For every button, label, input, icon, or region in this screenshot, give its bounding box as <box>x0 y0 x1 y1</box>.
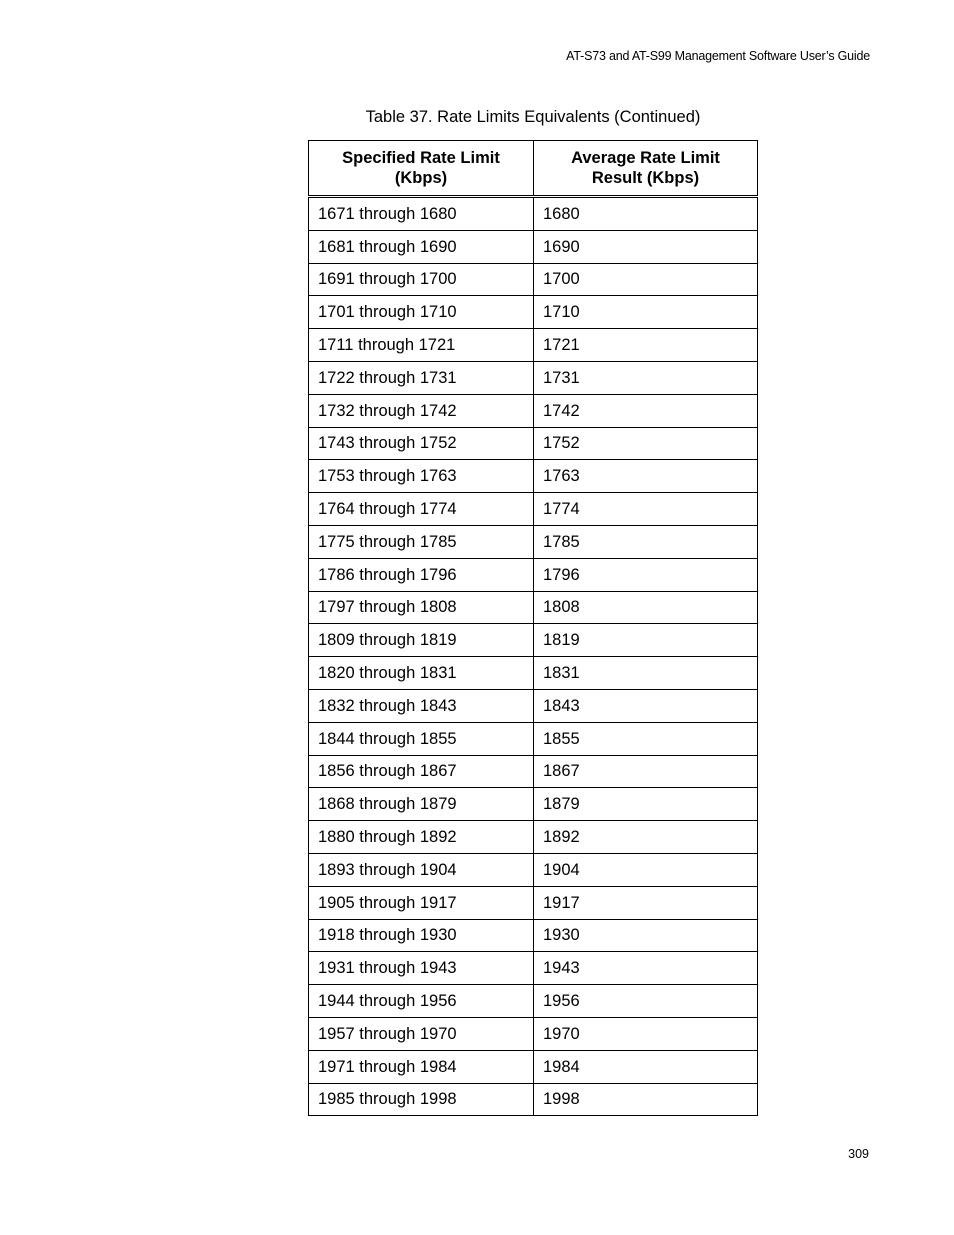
specified-rate-cell: 1971 through 1984 <box>309 1050 534 1083</box>
table-row <box>309 821 758 854</box>
table-row <box>309 689 758 722</box>
specified-rate-cell: 1681 through 1690 <box>309 230 534 263</box>
average-rate-cell: 1785 <box>534 525 758 558</box>
column-header-line: Specified Rate Limit <box>342 149 500 167</box>
specified-rate-cell: 1944 through 1956 <box>309 985 534 1018</box>
specified-rate-cell: 1743 through 1752 <box>309 427 534 460</box>
specified-rate-cell: 1918 through 1930 <box>309 919 534 952</box>
specified-rate-cell: 1701 through 1710 <box>309 296 534 329</box>
table-body <box>309 197 758 1116</box>
average-rate-cell: 1752 <box>534 427 758 460</box>
table-caption: Table 37. Rate Limits Equivalents (Continued) <box>365 108 701 126</box>
table-row <box>309 755 758 788</box>
running-header: AT-S73 and AT-S99 Management Software User’s Guide <box>566 49 870 63</box>
average-rate-cell: 1892 <box>534 821 758 854</box>
average-rate-cell: 1879 <box>534 788 758 821</box>
specified-rate-cell: 1691 through 1700 <box>309 263 534 296</box>
average-rate-cell: 1710 <box>534 296 758 329</box>
table-row <box>309 329 758 362</box>
specified-rate-cell: 1820 through 1831 <box>309 657 534 690</box>
average-rate-cell: 1998 <box>534 1083 758 1116</box>
table-row <box>309 427 758 460</box>
rate-limits-table <box>308 140 758 1116</box>
specified-rate-cell: 1786 through 1796 <box>309 558 534 591</box>
specified-rate-cell: 1797 through 1808 <box>309 591 534 624</box>
table-row <box>309 361 758 394</box>
specified-rate-cell: 1957 through 1970 <box>309 1017 534 1050</box>
table-row <box>309 263 758 296</box>
average-rate-cell: 1819 <box>534 624 758 657</box>
table-row <box>309 853 758 886</box>
specified-rate-cell: 1931 through 1943 <box>309 952 534 985</box>
average-rate-cell: 1742 <box>534 394 758 427</box>
table-header-row <box>309 141 758 197</box>
table-row <box>309 230 758 263</box>
specified-rate-cell: 1775 through 1785 <box>309 525 534 558</box>
average-rate-cell: 1867 <box>534 755 758 788</box>
average-rate-cell: 1721 <box>534 329 758 362</box>
average-rate-cell: 1855 <box>534 722 758 755</box>
specified-rate-cell: 1671 through 1680 <box>309 197 534 231</box>
specified-rate-cell: 1893 through 1904 <box>309 853 534 886</box>
specified-rate-cell: 1711 through 1721 <box>309 329 534 362</box>
column-header-line: Average Rate Limit <box>571 149 720 167</box>
specified-rate-cell: 1764 through 1774 <box>309 493 534 526</box>
specified-rate-cell: 1732 through 1742 <box>309 394 534 427</box>
specified-rate-cell: 1844 through 1855 <box>309 722 534 755</box>
average-rate-cell: 1917 <box>534 886 758 919</box>
specified-rate-cell: 1753 through 1763 <box>309 460 534 493</box>
table-row <box>309 460 758 493</box>
table-row <box>309 657 758 690</box>
specified-rate-cell: 1809 through 1819 <box>309 624 534 657</box>
table-row <box>309 558 758 591</box>
specified-rate-cell: 1856 through 1867 <box>309 755 534 788</box>
average-rate-cell: 1763 <box>534 460 758 493</box>
table-row <box>309 1017 758 1050</box>
average-rate-cell: 1904 <box>534 853 758 886</box>
table-row <box>309 394 758 427</box>
average-rate-cell: 1831 <box>534 657 758 690</box>
table-row <box>309 919 758 952</box>
average-rate-cell: 1930 <box>534 919 758 952</box>
average-rate-cell: 1943 <box>534 952 758 985</box>
average-rate-cell: 1774 <box>534 493 758 526</box>
specified-rate-cell: 1880 through 1892 <box>309 821 534 854</box>
table-row <box>309 493 758 526</box>
column-header-line: Result (Kbps) <box>591 169 700 187</box>
average-rate-cell: 1956 <box>534 985 758 1018</box>
specified-rate-cell: 1905 through 1917 <box>309 886 534 919</box>
table-row <box>309 788 758 821</box>
page-number: 309 <box>848 1147 869 1161</box>
column-header-average-rate-limit <box>534 141 758 197</box>
average-rate-cell: 1808 <box>534 591 758 624</box>
average-rate-cell: 1984 <box>534 1050 758 1083</box>
average-rate-cell: 1690 <box>534 230 758 263</box>
table-row <box>309 886 758 919</box>
table-row <box>309 197 758 231</box>
table-row <box>309 952 758 985</box>
table-row <box>309 525 758 558</box>
specified-rate-cell: 1832 through 1843 <box>309 689 534 722</box>
column-header-specified-rate-limit <box>309 141 534 197</box>
table-row <box>309 722 758 755</box>
average-rate-cell: 1970 <box>534 1017 758 1050</box>
column-header-line: (Kbps) <box>394 169 448 187</box>
table-row <box>309 1083 758 1116</box>
average-rate-cell: 1843 <box>534 689 758 722</box>
average-rate-cell: 1731 <box>534 361 758 394</box>
specified-rate-cell: 1722 through 1731 <box>309 361 534 394</box>
average-rate-cell: 1700 <box>534 263 758 296</box>
table-row <box>309 1050 758 1083</box>
specified-rate-cell: 1985 through 1998 <box>309 1083 534 1116</box>
table-row <box>309 591 758 624</box>
table-row <box>309 296 758 329</box>
table-row <box>309 985 758 1018</box>
average-rate-cell: 1796 <box>534 558 758 591</box>
average-rate-cell: 1680 <box>534 197 758 231</box>
specified-rate-cell: 1868 through 1879 <box>309 788 534 821</box>
table-row <box>309 624 758 657</box>
